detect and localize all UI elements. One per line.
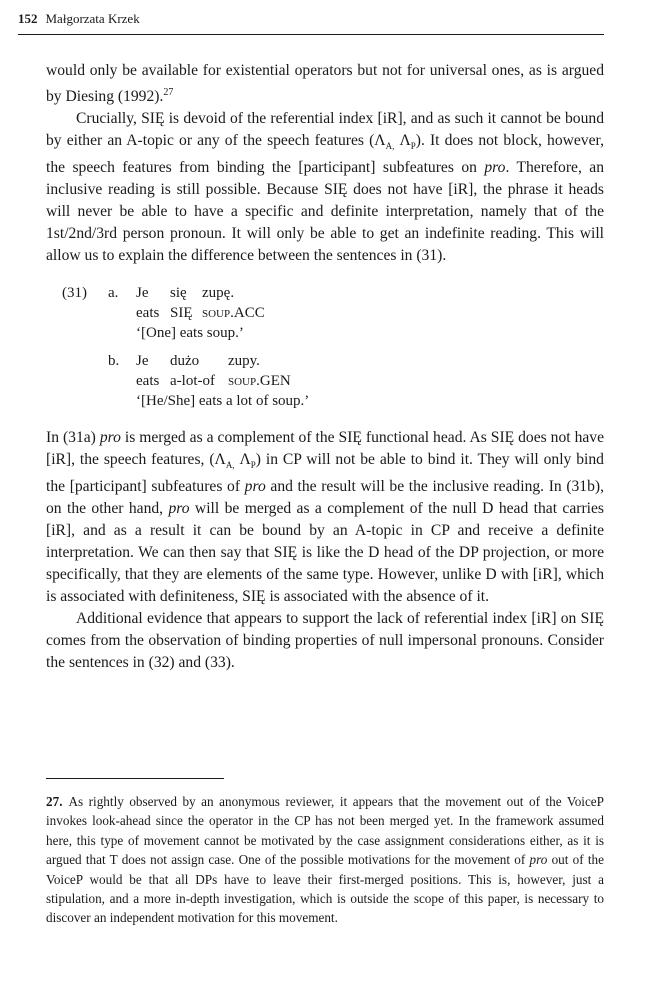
footnote-ref[interactable]: 27 — [163, 87, 174, 98]
example-31b — [62, 351, 604, 411]
paragraph-3: In (31a) pro is merged as a complement of the SIĘ functional head. As SIĘ does not have [iR], the speech features, ($\Lambda_{A,}$ $\Lambda_P$) in CP will not be able to bind it. They will only bind the [participant] subfeatures of pro and the result will be the inclusive reading. In (31b), on the other hand, pro will be merged as a complement of the null D head that carries [iR], and as a result it can be bound by an A-topic in CP and receive a definite interpretation. We can then say that SIĘ is like the D head of the DP projection, or more specifically, that they are elements of the same type. However, unlike D with [iR], which is associated with definiteness, SIĘ is associated with the absence of it. — [46, 429, 605, 606]
paragraph-2: Crucially, SIĘ is devoid of the referential index [iR], and as such it cannot be bound by either an A-topic or any of the speech features ($\Lambda_{A,}$ $\Lambda_P$). It does not block, however, the speech features from binding the [participant] subfeatures on pro. Therefore, an inclusive reading is still possible. Because SIĘ does not have [iR], the phrase it heads will never be able to have a specific and definite interpretation, namely that of the 1st/2nd/3rd person pronoun. It will only be able to get an indefinite reading. This will allow us to explain the difference between the sentences in (31). — [46, 110, 604, 265]
running-header — [18, 10, 604, 35]
footnote-number: 27. — [46, 794, 63, 809]
example-31a — [62, 283, 604, 343]
main-text — [46, 60, 604, 674]
example-words: Je dużo zupy. — [136, 353, 260, 370]
example-words: Je się zupę. — [136, 285, 235, 302]
paragraph-1: would only be available for existential operators but not for universal ones, as is argued by Diesing (1992).$^{27}$ — [46, 62, 604, 106]
example-translation: ‘[One] eats soup.’ — [136, 325, 244, 342]
example-letter: a. — [108, 285, 119, 302]
paragraph-4: Additional evidence that appears to support the lack of referential index [iR] on SIĘ comes from the observation of binding properties of null impersonal pronouns. Consider the sentences in (32) and (33). — [46, 610, 604, 672]
example-number: (31) — [62, 285, 87, 302]
example-translation: ‘[He/She] eats a lot of soup.’ — [136, 393, 310, 410]
example-gloss: eats SIĘ soup.ACC — [136, 305, 265, 322]
example-gloss: eats a-lot-of soup.GEN — [136, 373, 291, 390]
page-number: 152 — [18, 11, 38, 26]
example-31 — [62, 283, 604, 411]
footnote-27: 27. As rightly observed by an anonymous reviewer, it appears that the movement out of the VoiceP invokes look-ahead since the operator in the CP has not been merged yet. In the framework assumed here, this type of movement cannot be motivated by the case assignment considerations either, as it is argued that T does not assign case. One of the possible motivations for the movement of pro out of the VoiceP would be that all DPs have to leave their first-merged positions. This is, however, just a stipulation, and a more in-depth investigation, which is outside the scope of this paper, is necessary to discover an independent motivation for this movement. — [46, 794, 605, 926]
footnote-separator — [46, 778, 224, 779]
example-letter: b. — [108, 353, 120, 370]
running-author: Małgorzata Krzek — [45, 11, 140, 26]
